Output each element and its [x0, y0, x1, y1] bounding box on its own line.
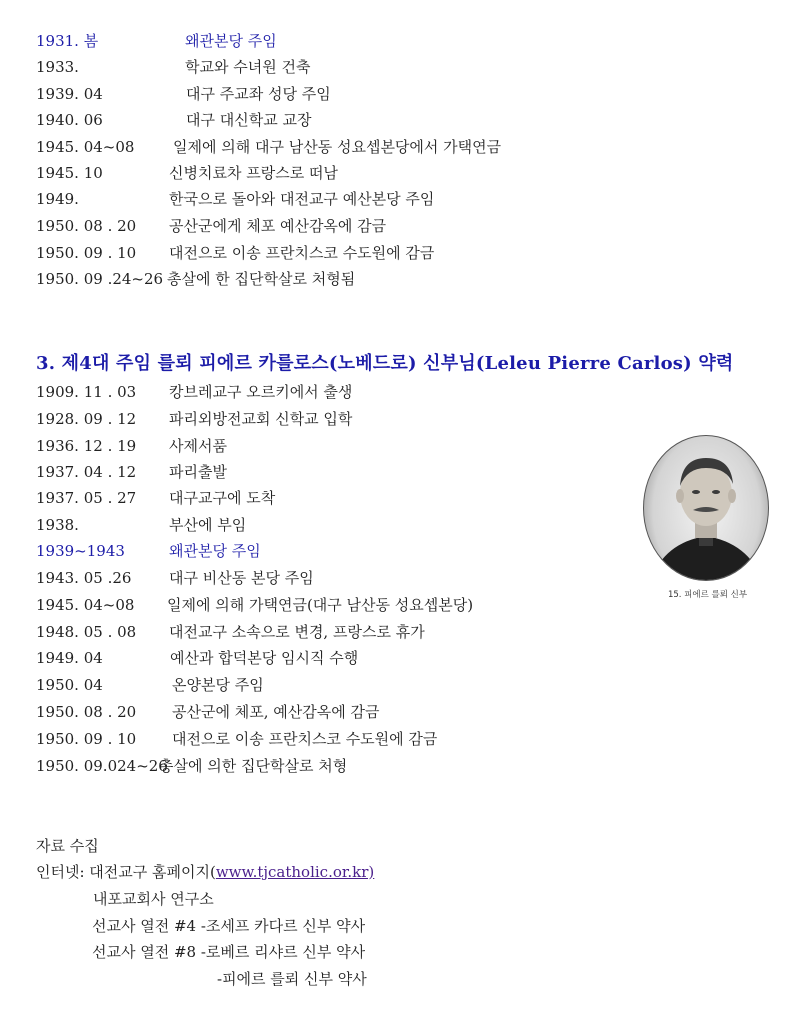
timeline-date: 1909. 11 . 03: [36, 383, 137, 401]
sources-item: 내포교회사 연구소: [93, 890, 214, 908]
timeline-date: 1945. 10: [36, 164, 103, 182]
timeline-date: 1940. 06: [36, 111, 103, 129]
timeline-date: 1950. 09.024~26: [36, 757, 168, 775]
timeline-event: 대전으로 이송 프란치스코 수도원에 감금: [169, 244, 435, 262]
timeline-date: 1950. 09 .24~26: [36, 270, 164, 288]
timeline-date: 1933.: [36, 58, 79, 76]
sources-item: -피에르 를뢰 신부 약사: [217, 970, 367, 988]
timeline-date: 1928. 09 . 12: [36, 410, 137, 428]
timeline-date: 1945. 04~08: [36, 138, 135, 156]
sources-internet: [36, 859, 374, 885]
sources-heading: 자료 수집: [36, 837, 99, 855]
timeline-event: 대구 대신학교 교장: [186, 111, 312, 129]
homepage-link[interactable]: www.tjcatholic.or.kr): [215, 863, 375, 881]
sources-item: 선교사 열전 #4 -조세프 카다르 신부 약사: [92, 917, 366, 935]
timeline-date: 1950. 09 . 10: [36, 730, 137, 748]
timeline-date: 1938.: [36, 516, 79, 534]
timeline-event: 대구 주교좌 성당 주임: [186, 85, 331, 103]
timeline-event: 파리출발: [169, 463, 227, 481]
timeline-event: 캉브레교구 오르키에서 출생: [169, 383, 353, 401]
timeline-event: 일제에 의해 대구 남산동 성요셉본당에서 가택연금: [173, 138, 502, 156]
timeline-event: 온양본당 주임: [172, 676, 264, 694]
timeline-event: 대구 비산동 본당 주임: [169, 569, 314, 587]
timeline-event: 공산군에 체포, 예산감옥에 감금: [172, 703, 380, 721]
timeline-event: 대전으로 이송 프란치스코 수도원에 감금: [172, 730, 438, 748]
timeline-date: 1945. 04~08: [36, 596, 135, 614]
timeline-date: 1950. 04: [36, 676, 103, 694]
timeline-event: 왜관본당 주임: [169, 542, 261, 560]
timeline-event: 왜관본당 주임: [185, 32, 277, 50]
timeline-date: 1937. 05 . 27: [36, 489, 137, 507]
portrait-caption: 15. 피에르 를뢰 신부: [667, 590, 748, 600]
timeline-date: 1936. 12 . 19: [36, 437, 137, 455]
timeline-date: 1931. 봄: [36, 32, 99, 50]
timeline-date: 1949.: [36, 190, 79, 208]
timeline-date: 1950. 09 . 10: [36, 244, 137, 262]
internet-label: 인터넷: 대전교구 홈페이지(: [36, 863, 216, 881]
timeline-event: 일제에 의해 가택연금(대구 남산동 성요셉본당): [167, 596, 474, 614]
timeline-date: 1939~1943: [36, 542, 125, 560]
timeline-event: 공산군에게 체포 예산감옥에 감금: [169, 217, 387, 235]
timeline-event: 대구교구에 도착: [169, 489, 276, 507]
timeline-event: 부산에 부임: [169, 516, 247, 534]
timeline-event: 대전교구 소속으로 변경, 프랑스로 휴가: [169, 623, 425, 641]
timeline-event: 한국으로 돌아와 대전교구 예산본당 주임: [169, 190, 435, 208]
sources-item: 선교사 열전 #8 -로베르 리샤르 신부 약사: [92, 943, 366, 961]
timeline-date: 1943. 05 .26: [36, 569, 132, 587]
timeline-event: 총살에 한 집단학살로 처형됨: [167, 270, 356, 288]
timeline-event: 신병치료차 프랑스로 떠남: [169, 164, 338, 182]
timeline-date: 1939. 04: [36, 85, 103, 103]
section-3-title: 3. 제4대 주임 를뢰 피에르 카를로스(노베드로) 신부님(Leleu Pierre Carlos) 약력: [36, 353, 734, 374]
timeline-event: 예산과 합덕본당 임시직 수행: [170, 649, 359, 667]
timeline-date: 1948. 05 . 08: [36, 623, 137, 641]
timeline-event: 파리외방전교회 신학교 입학: [169, 410, 353, 428]
timeline-date: 1950. 08 . 20: [36, 703, 137, 721]
timeline-date: 1937. 04 . 12: [36, 463, 137, 481]
timeline-event: 총살에 의한 집단학살로 처형: [159, 757, 348, 775]
timeline-date: 1949. 04: [36, 649, 103, 667]
timeline-event: 사제서품: [169, 437, 227, 455]
timeline-date: 1950. 08 . 20: [36, 217, 137, 235]
timeline-event: 학교와 수녀원 건축: [185, 58, 311, 76]
